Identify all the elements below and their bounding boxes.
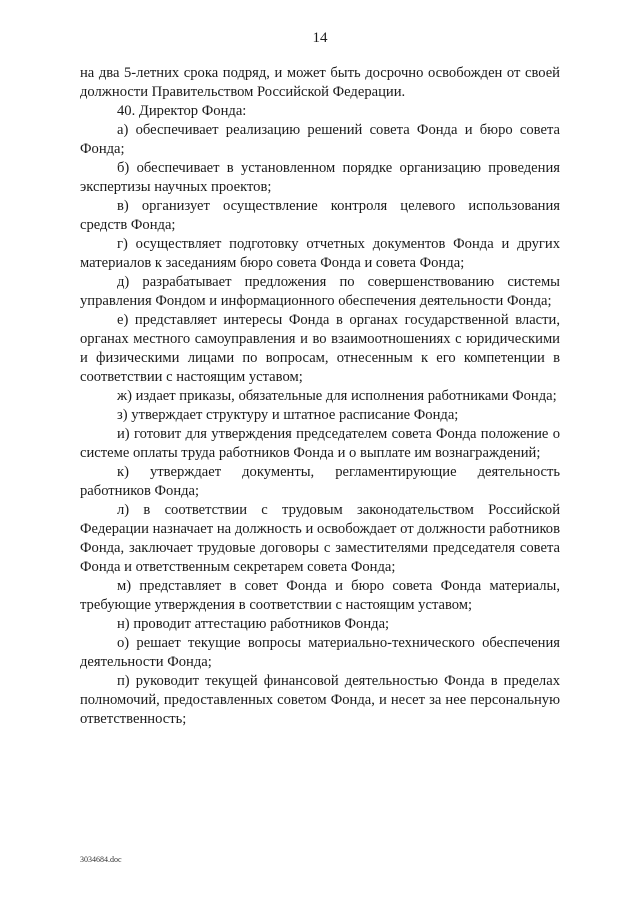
paragraph: о) решает текущие вопросы материально-технического обеспечения деятельности Фонда; (80, 635, 560, 670)
paragraph: м) представляет в совет Фонда и бюро совета Фонда материалы, требующие утверждения в соответствии с настоящим уставом; (80, 578, 560, 613)
paragraph: а) обеспечивает реализацию решений совета Фонда и бюро совета Фонда; (80, 122, 560, 157)
page-number: 14 (312, 30, 328, 46)
footer-filename: 3034684.doc (80, 855, 122, 864)
paragraph: на два 5-летних срока подряд, и может быть досрочно освобожден от своей должности Правительством Российской Федерации. (80, 65, 560, 100)
paragraph: е) представляет интересы Фонда в органах государственной власти, органах местного самоуправления и во взаимоотношениях с юридическими и физическими лицами по вопросам, отнесенным к его компетенции в соответствии с настоящим уставом; (80, 312, 560, 385)
paragraph: в) организует осуществление контроля целевого использования средств Фонда; (80, 198, 560, 233)
paragraph: г) осуществляет подготовку отчетных документов Фонда и других материалов к заседаниям бюро совета Фонда и совета Фонда; (80, 236, 560, 271)
paragraph: п) руководит текущей финансовой деятельностью Фонда в пределах полномочий, предоставленных советом Фонда, и несет за нее персональную ответственность; (80, 673, 560, 727)
paragraph: и) готовит для утверждения председателем совета Фонда положение о системе оплаты труда работников Фонда и о выплате им вознаграждений; (80, 426, 560, 461)
paragraph: д) разрабатывает предложения по совершенствованию системы управления Фондом и информационного обеспечения деятельности Фонда; (80, 274, 560, 309)
paragraph: ж) издает приказы, обязательные для исполнения работниками Фонда; (117, 388, 557, 404)
paragraph: з) утверждает структуру и штатное расписание Фонда; (117, 407, 459, 423)
document-body (80, 64, 560, 729)
paragraph: 40. Директор Фонда: (117, 103, 247, 119)
paragraph: л) в соответствии с трудовым законодательством Российской Федерации назначает на должность и освобождает от должности работников Фонда, заключает трудовые договоры с заместителями председателя совета Фонда и ответственным секретарем совета Фонда; (80, 502, 560, 575)
paragraph: н) проводит аттестацию работников Фонда; (117, 616, 390, 632)
paragraph: б) обеспечивает в установленном порядке организацию проведения экспертизы научных проектов; (80, 160, 560, 195)
paragraph: к) утверждает документы, регламентирующие деятельность работников Фонда; (80, 464, 560, 499)
